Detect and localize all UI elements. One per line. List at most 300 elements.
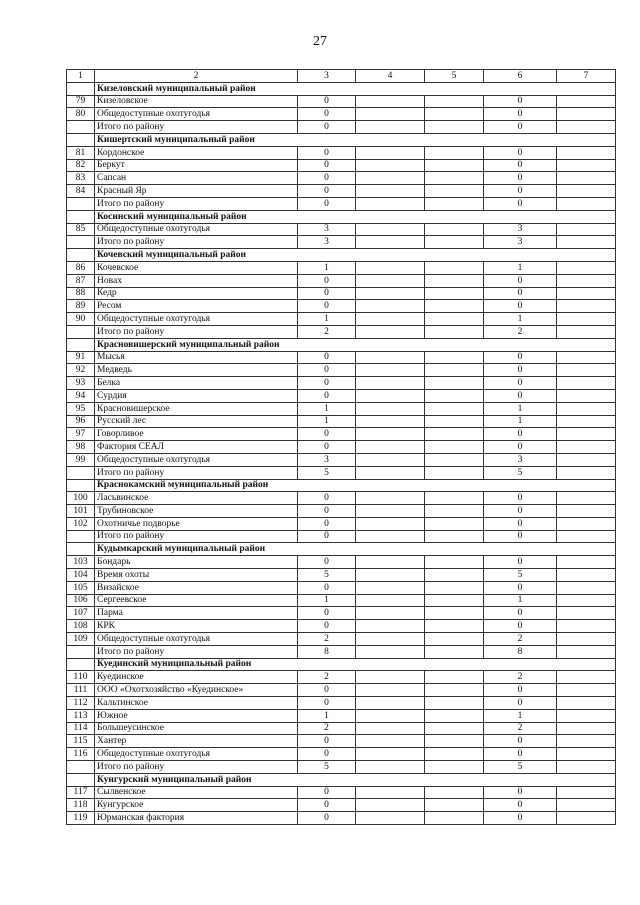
row-number-cell: 113 xyxy=(67,709,95,722)
col3-value-cell: 0 xyxy=(298,300,356,313)
hunting-ground-name-cell: Сапсан xyxy=(95,172,298,185)
col4-value-cell xyxy=(356,505,425,518)
col3-value-cell: 0 xyxy=(298,556,356,569)
col6-value-cell: 0 xyxy=(484,108,557,121)
column-number-cell: 3 xyxy=(298,70,356,83)
col6-value-cell: 3 xyxy=(484,223,557,236)
col7-value-cell xyxy=(557,684,616,697)
col5-value-cell xyxy=(425,505,484,518)
table-row xyxy=(67,377,616,390)
row-number-cell: 119 xyxy=(67,812,95,825)
col6-value-cell: 0 xyxy=(484,351,557,364)
table-row xyxy=(67,95,616,108)
col4-value-cell xyxy=(356,594,425,607)
col6-value-cell: 1 xyxy=(484,415,557,428)
col5-value-cell xyxy=(425,569,484,582)
col5-value-cell xyxy=(425,466,484,479)
district-name: Куединский муниципальный район xyxy=(95,658,616,671)
district-row xyxy=(67,82,616,95)
col7-value-cell xyxy=(557,95,616,108)
column-number-row xyxy=(67,70,616,83)
col3-value-cell: 0 xyxy=(298,492,356,505)
district-name: Кишертский муниципальный район xyxy=(95,133,616,146)
district-name: Краснокамский муниципальный район xyxy=(95,479,616,492)
row-number-cell: 84 xyxy=(67,185,95,198)
district-number-cell xyxy=(67,773,95,786)
col6-value-cell: 0 xyxy=(484,389,557,402)
col5-value-cell xyxy=(425,402,484,415)
col3-value-cell: 0 xyxy=(298,812,356,825)
table-row xyxy=(67,581,616,594)
col4-value-cell xyxy=(356,287,425,300)
hunting-ground-name-cell: Охотничье подворье xyxy=(95,517,298,530)
col7-value-cell xyxy=(557,581,616,594)
col5-value-cell xyxy=(425,492,484,505)
col7-value-cell xyxy=(557,185,616,198)
table-row xyxy=(67,735,616,748)
hunting-ground-name-cell: Юрманская фактория xyxy=(95,812,298,825)
hunting-ground-name-cell: Итого по району xyxy=(95,121,298,134)
col5-value-cell xyxy=(425,786,484,799)
col5-value-cell xyxy=(425,761,484,774)
hunting-ground-name-cell: Говорливое xyxy=(95,428,298,441)
hunting-ground-name-cell: Ласьвинское xyxy=(95,492,298,505)
col7-value-cell xyxy=(557,620,616,633)
col3-value-cell: 0 xyxy=(298,428,356,441)
hunting-grounds-table xyxy=(66,69,616,825)
hunting-ground-name-cell: Бондарь xyxy=(95,556,298,569)
district-name: Кудымкарский муниципальный район xyxy=(95,543,616,556)
col6-value-cell: 0 xyxy=(484,300,557,313)
col7-value-cell xyxy=(557,517,616,530)
col6-value-cell: 0 xyxy=(484,799,557,812)
col5-value-cell xyxy=(425,300,484,313)
row-number-cell: 102 xyxy=(67,517,95,530)
hunting-ground-name-cell: Кунгурское xyxy=(95,799,298,812)
col6-value-cell: 1 xyxy=(484,402,557,415)
row-number-cell xyxy=(67,236,95,249)
col4-value-cell xyxy=(356,697,425,710)
col3-value-cell: 0 xyxy=(298,287,356,300)
row-number-cell: 94 xyxy=(67,389,95,402)
col3-value-cell: 0 xyxy=(298,505,356,518)
col3-value-cell: 1 xyxy=(298,709,356,722)
col7-value-cell xyxy=(557,709,616,722)
col6-value-cell: 1 xyxy=(484,594,557,607)
col7-value-cell xyxy=(557,287,616,300)
col4-value-cell xyxy=(356,121,425,134)
district-number-cell xyxy=(67,543,95,556)
col4-value-cell xyxy=(356,709,425,722)
col4-value-cell xyxy=(356,441,425,454)
district-total-row xyxy=(67,466,616,479)
col5-value-cell xyxy=(425,159,484,172)
col3-value-cell: 0 xyxy=(298,197,356,210)
page-number: 27 xyxy=(313,34,327,49)
col7-value-cell xyxy=(557,761,616,774)
row-number-cell: 109 xyxy=(67,633,95,646)
col4-value-cell xyxy=(356,415,425,428)
row-number-cell: 108 xyxy=(67,620,95,633)
col4-value-cell xyxy=(356,377,425,390)
col6-value-cell: 0 xyxy=(484,684,557,697)
col3-value-cell: 0 xyxy=(298,351,356,364)
col4-value-cell xyxy=(356,569,425,582)
hunting-ground-name-cell: Общедоступные охотугодья xyxy=(95,313,298,326)
col4-value-cell xyxy=(356,197,425,210)
col5-value-cell xyxy=(425,735,484,748)
col5-value-cell xyxy=(425,325,484,338)
row-number-cell: 91 xyxy=(67,351,95,364)
table-row xyxy=(67,402,616,415)
district-row xyxy=(67,210,616,223)
col7-value-cell xyxy=(557,197,616,210)
col4-value-cell xyxy=(356,364,425,377)
hunting-ground-name-cell: Новах xyxy=(95,274,298,287)
district-number-cell xyxy=(67,82,95,95)
table-row xyxy=(67,172,616,185)
district-number-cell xyxy=(67,133,95,146)
col7-value-cell xyxy=(557,274,616,287)
col5-value-cell xyxy=(425,722,484,735)
col6-value-cell: 1 xyxy=(484,709,557,722)
district-number-cell xyxy=(67,479,95,492)
hunting-ground-name-cell: Итого по району xyxy=(95,761,298,774)
hunting-ground-name-cell: Белка xyxy=(95,377,298,390)
hunting-ground-name-cell: Итого по району xyxy=(95,466,298,479)
col4-value-cell xyxy=(356,517,425,530)
col3-value-cell: 0 xyxy=(298,172,356,185)
hunting-ground-name-cell: Парма xyxy=(95,607,298,620)
hunting-ground-name-cell: Общедоступные охотугодья xyxy=(95,223,298,236)
col7-value-cell xyxy=(557,645,616,658)
col4-value-cell xyxy=(356,645,425,658)
row-number-cell: 95 xyxy=(67,402,95,415)
col4-value-cell xyxy=(356,748,425,761)
col3-value-cell: 0 xyxy=(298,581,356,594)
col5-value-cell xyxy=(425,607,484,620)
col4-value-cell xyxy=(356,325,425,338)
col3-value-cell: 5 xyxy=(298,761,356,774)
col7-value-cell xyxy=(557,402,616,415)
hunting-ground-name-cell: Время охоты xyxy=(95,569,298,582)
column-number-cell: 4 xyxy=(356,70,425,83)
col3-value-cell: 2 xyxy=(298,325,356,338)
district-row xyxy=(67,543,616,556)
district-number-cell xyxy=(67,210,95,223)
col3-value-cell: 0 xyxy=(298,620,356,633)
col3-value-cell: 0 xyxy=(298,389,356,402)
col4-value-cell xyxy=(356,633,425,646)
col3-value-cell: 1 xyxy=(298,313,356,326)
col7-value-cell xyxy=(557,377,616,390)
col5-value-cell xyxy=(425,313,484,326)
district-total-row xyxy=(67,530,616,543)
table-row xyxy=(67,812,616,825)
col4-value-cell xyxy=(356,556,425,569)
table-row xyxy=(67,492,616,505)
col5-value-cell xyxy=(425,530,484,543)
col4-value-cell xyxy=(356,722,425,735)
col6-value-cell: 0 xyxy=(484,441,557,454)
col7-value-cell xyxy=(557,325,616,338)
col7-value-cell xyxy=(557,799,616,812)
hunting-ground-name-cell: Итого по району xyxy=(95,236,298,249)
district-number-cell xyxy=(67,249,95,262)
col7-value-cell xyxy=(557,530,616,543)
hunting-ground-name-cell: Итого по району xyxy=(95,530,298,543)
district-name: Кунгурский муниципальный район xyxy=(95,773,616,786)
col6-value-cell: 0 xyxy=(484,172,557,185)
col6-value-cell: 0 xyxy=(484,505,557,518)
row-number-cell: 90 xyxy=(67,313,95,326)
hunting-ground-name-cell: Красный Яр xyxy=(95,185,298,198)
col6-value-cell: 0 xyxy=(484,581,557,594)
col6-value-cell: 0 xyxy=(484,364,557,377)
col6-value-cell: 0 xyxy=(484,274,557,287)
col4-value-cell xyxy=(356,172,425,185)
hunting-ground-name-cell: Сурдия xyxy=(95,389,298,402)
col5-value-cell xyxy=(425,812,484,825)
row-number-cell: 86 xyxy=(67,261,95,274)
col5-value-cell xyxy=(425,594,484,607)
table-row xyxy=(67,722,616,735)
col3-value-cell: 0 xyxy=(298,684,356,697)
hunting-ground-name-cell: Общедоступные охотугодья xyxy=(95,633,298,646)
col4-value-cell xyxy=(356,261,425,274)
row-number-cell: 82 xyxy=(67,159,95,172)
col7-value-cell xyxy=(557,146,616,159)
col3-value-cell: 0 xyxy=(298,146,356,159)
hunting-ground-name-cell: Общедоступные охотугодья xyxy=(95,748,298,761)
col4-value-cell xyxy=(356,236,425,249)
col5-value-cell xyxy=(425,108,484,121)
row-number-cell: 80 xyxy=(67,108,95,121)
col3-value-cell: 5 xyxy=(298,569,356,582)
table-body xyxy=(67,70,616,825)
col7-value-cell xyxy=(557,492,616,505)
col7-value-cell xyxy=(557,300,616,313)
table-row xyxy=(67,607,616,620)
col7-value-cell xyxy=(557,351,616,364)
row-number-cell: 118 xyxy=(67,799,95,812)
col7-value-cell xyxy=(557,313,616,326)
col3-value-cell: 0 xyxy=(298,121,356,134)
hunting-ground-name-cell: Сылвенское xyxy=(95,786,298,799)
column-number-cell: 1 xyxy=(67,70,95,83)
row-number-cell: 103 xyxy=(67,556,95,569)
col5-value-cell xyxy=(425,364,484,377)
column-number-cell: 7 xyxy=(557,70,616,83)
col7-value-cell xyxy=(557,261,616,274)
col7-value-cell xyxy=(557,441,616,454)
col5-value-cell xyxy=(425,121,484,134)
col5-value-cell xyxy=(425,261,484,274)
col4-value-cell xyxy=(356,761,425,774)
col4-value-cell xyxy=(356,607,425,620)
district-name: Кизеловский муниципальный район xyxy=(95,82,616,95)
col5-value-cell xyxy=(425,172,484,185)
col4-value-cell xyxy=(356,402,425,415)
hunting-ground-name-cell: Русский лес xyxy=(95,415,298,428)
table-row xyxy=(67,415,616,428)
table-row xyxy=(67,505,616,518)
col5-value-cell xyxy=(425,453,484,466)
table-row xyxy=(67,287,616,300)
hunting-ground-name-cell: Хантер xyxy=(95,735,298,748)
col5-value-cell xyxy=(425,517,484,530)
row-number-cell xyxy=(67,761,95,774)
col3-value-cell: 2 xyxy=(298,722,356,735)
col7-value-cell xyxy=(557,607,616,620)
col7-value-cell xyxy=(557,364,616,377)
district-row xyxy=(67,773,616,786)
col3-value-cell: 0 xyxy=(298,697,356,710)
row-number-cell: 107 xyxy=(67,607,95,620)
col4-value-cell xyxy=(356,313,425,326)
col7-value-cell xyxy=(557,569,616,582)
col7-value-cell xyxy=(557,671,616,684)
table-row xyxy=(67,223,616,236)
row-number-cell: 79 xyxy=(67,95,95,108)
col3-value-cell: 3 xyxy=(298,223,356,236)
col3-value-cell: 5 xyxy=(298,466,356,479)
col7-value-cell xyxy=(557,556,616,569)
table-row xyxy=(67,709,616,722)
col6-value-cell: 0 xyxy=(484,748,557,761)
row-number-cell: 99 xyxy=(67,453,95,466)
table-row xyxy=(67,389,616,402)
col5-value-cell xyxy=(425,581,484,594)
col3-value-cell: 0 xyxy=(298,607,356,620)
col5-value-cell xyxy=(425,415,484,428)
col7-value-cell xyxy=(557,159,616,172)
row-number-cell xyxy=(67,530,95,543)
col6-value-cell: 0 xyxy=(484,607,557,620)
row-number-cell: 81 xyxy=(67,146,95,159)
col3-value-cell: 0 xyxy=(298,159,356,172)
row-number-cell: 106 xyxy=(67,594,95,607)
col4-value-cell xyxy=(356,389,425,402)
col5-value-cell xyxy=(425,684,484,697)
row-number-cell: 89 xyxy=(67,300,95,313)
col5-value-cell xyxy=(425,633,484,646)
col7-value-cell xyxy=(557,735,616,748)
col4-value-cell xyxy=(356,492,425,505)
row-number-cell: 105 xyxy=(67,581,95,594)
hunting-ground-name-cell: Итого по району xyxy=(95,645,298,658)
col4-value-cell xyxy=(356,274,425,287)
district-number-cell xyxy=(67,658,95,671)
col5-value-cell xyxy=(425,799,484,812)
col6-value-cell: 2 xyxy=(484,325,557,338)
table-row xyxy=(67,697,616,710)
col3-value-cell: 0 xyxy=(298,95,356,108)
row-number-cell: 115 xyxy=(67,735,95,748)
table-row xyxy=(67,453,616,466)
table-row xyxy=(67,364,616,377)
row-number-cell: 87 xyxy=(67,274,95,287)
table-row xyxy=(67,351,616,364)
col7-value-cell xyxy=(557,428,616,441)
district-row xyxy=(67,479,616,492)
col7-value-cell xyxy=(557,389,616,402)
col4-value-cell xyxy=(356,300,425,313)
col4-value-cell xyxy=(356,812,425,825)
col5-value-cell xyxy=(425,428,484,441)
hunting-ground-name-cell: Общедоступные охотугодья xyxy=(95,108,298,121)
col3-value-cell: 1 xyxy=(298,594,356,607)
col3-value-cell: 2 xyxy=(298,671,356,684)
col4-value-cell xyxy=(356,351,425,364)
row-number-cell: 100 xyxy=(67,492,95,505)
row-number-cell: 101 xyxy=(67,505,95,518)
table-row xyxy=(67,684,616,697)
col5-value-cell xyxy=(425,709,484,722)
table-row xyxy=(67,274,616,287)
col7-value-cell xyxy=(557,223,616,236)
row-number-cell: 104 xyxy=(67,569,95,582)
hunting-ground-name-cell: Общедоступные охотугодья xyxy=(95,453,298,466)
col7-value-cell xyxy=(557,121,616,134)
column-number-cell: 6 xyxy=(484,70,557,83)
table-row xyxy=(67,146,616,159)
col4-value-cell xyxy=(356,108,425,121)
col6-value-cell: 2 xyxy=(484,633,557,646)
col7-value-cell xyxy=(557,594,616,607)
col3-value-cell: 0 xyxy=(298,748,356,761)
col6-value-cell: 0 xyxy=(484,517,557,530)
row-number-cell xyxy=(67,121,95,134)
district-number-cell xyxy=(67,338,95,351)
col3-value-cell: 0 xyxy=(298,786,356,799)
col6-value-cell: 2 xyxy=(484,671,557,684)
col6-value-cell: 0 xyxy=(484,812,557,825)
hunting-ground-name-cell: Сергеевское xyxy=(95,594,298,607)
col7-value-cell xyxy=(557,697,616,710)
col6-value-cell: 0 xyxy=(484,121,557,134)
district-name: Красновишерский муниципальный район xyxy=(95,338,616,351)
col5-value-cell xyxy=(425,697,484,710)
col5-value-cell xyxy=(425,185,484,198)
hunting-ground-name-cell: Красновишерское xyxy=(95,402,298,415)
col5-value-cell xyxy=(425,645,484,658)
col5-value-cell xyxy=(425,351,484,364)
col6-value-cell: 0 xyxy=(484,146,557,159)
table-row xyxy=(67,620,616,633)
table-row xyxy=(67,556,616,569)
hunting-ground-name-cell: Трубиновское xyxy=(95,505,298,518)
col4-value-cell xyxy=(356,799,425,812)
table-row xyxy=(67,108,616,121)
col7-value-cell xyxy=(557,415,616,428)
col4-value-cell xyxy=(356,735,425,748)
row-number-cell: 97 xyxy=(67,428,95,441)
col5-value-cell xyxy=(425,274,484,287)
hunting-ground-name-cell: Большеусинское xyxy=(95,722,298,735)
district-name: Косинский муниципальный район xyxy=(95,210,616,223)
table-row xyxy=(67,786,616,799)
col7-value-cell xyxy=(557,108,616,121)
column-number-cell: 2 xyxy=(95,70,298,83)
table-row xyxy=(67,633,616,646)
col5-value-cell xyxy=(425,441,484,454)
col7-value-cell xyxy=(557,633,616,646)
col6-value-cell: 0 xyxy=(484,620,557,633)
col4-value-cell xyxy=(356,620,425,633)
col6-value-cell: 0 xyxy=(484,556,557,569)
col5-value-cell xyxy=(425,223,484,236)
